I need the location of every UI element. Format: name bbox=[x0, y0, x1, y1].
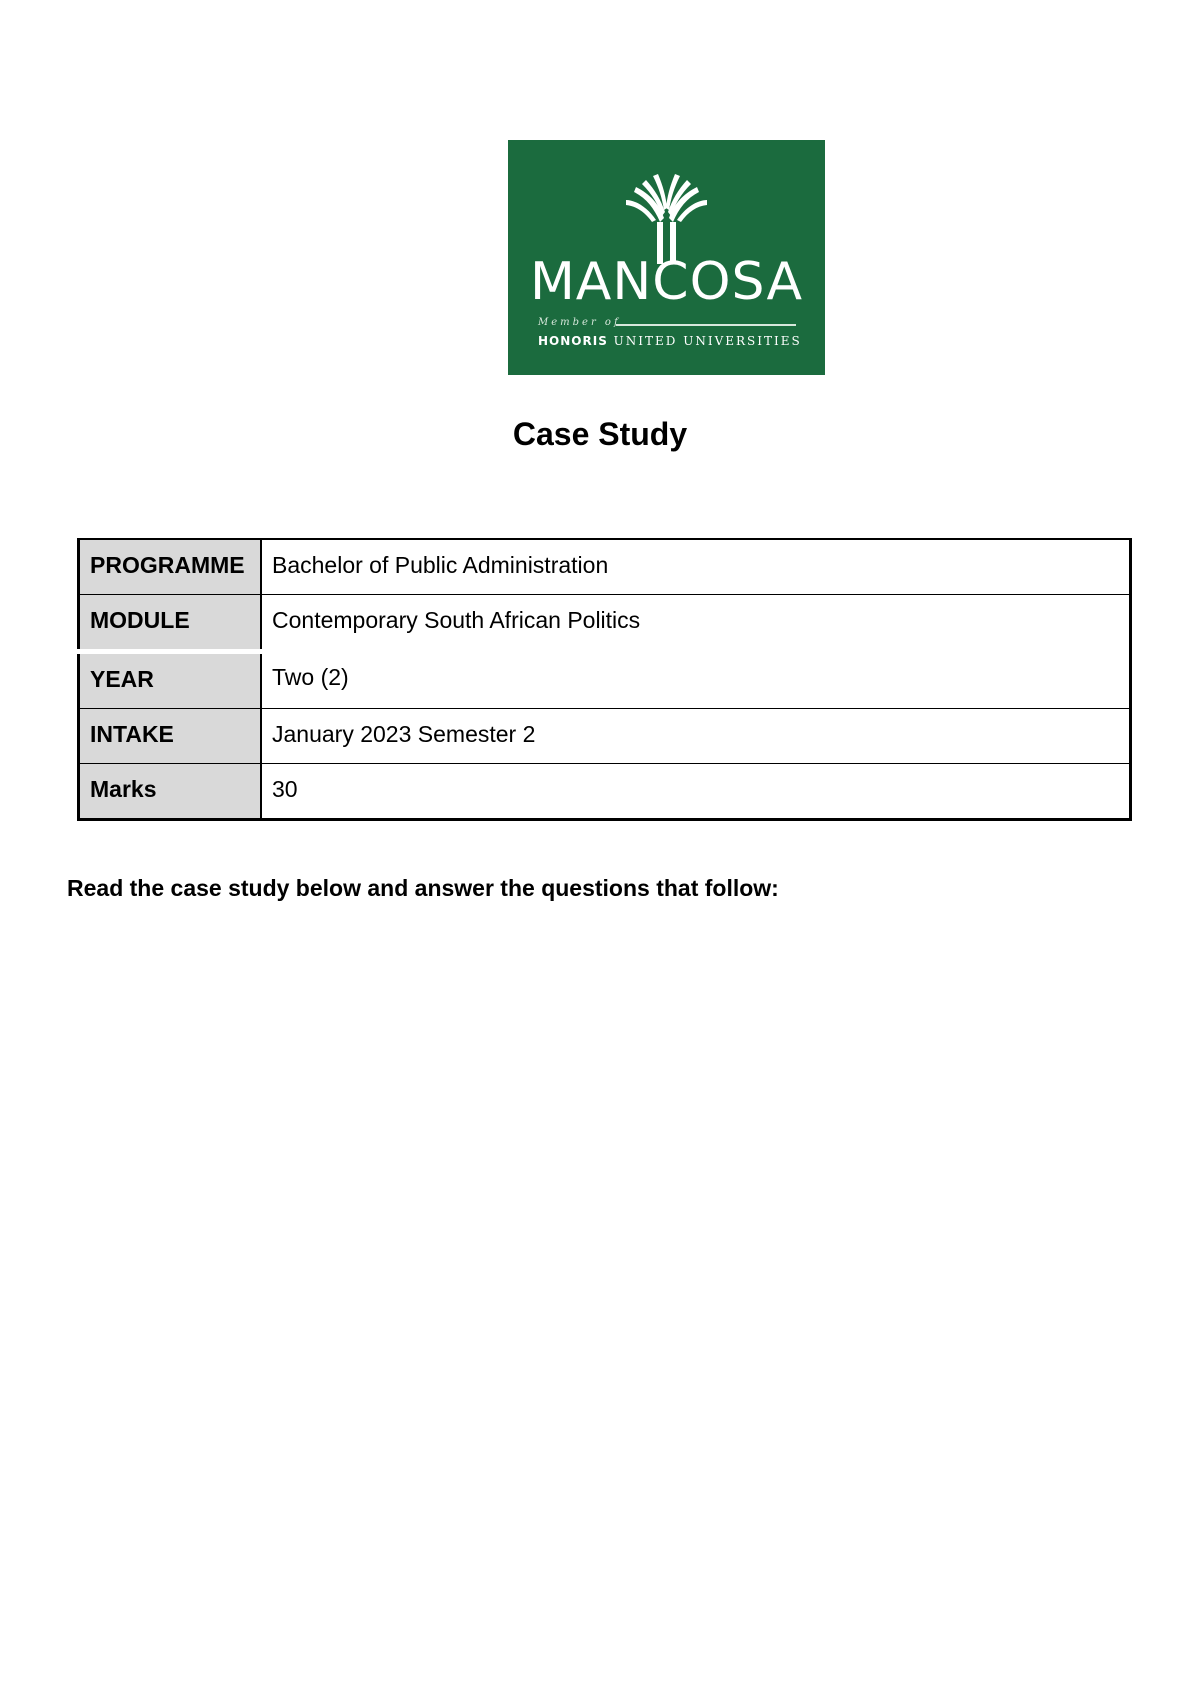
row-label: YEAR bbox=[79, 652, 262, 709]
row-label: Marks bbox=[79, 764, 262, 820]
module-info-table bbox=[77, 538, 1132, 821]
table-row-year bbox=[79, 652, 1131, 709]
instruction-text: Read the case study below and answer the questions that follow: bbox=[67, 875, 779, 901]
row-label: INTAKE bbox=[79, 709, 262, 764]
row-label: MODULE bbox=[79, 595, 262, 652]
page-title: Case Study bbox=[512, 416, 688, 452]
row-value: Two (2) bbox=[261, 652, 1131, 709]
table-row-programme bbox=[79, 539, 1131, 595]
row-value: Bachelor of Public Administration bbox=[261, 539, 1131, 595]
logo-network-bold: HONORIS bbox=[538, 334, 608, 348]
row-value: January 2023 Semester 2 bbox=[261, 709, 1131, 764]
row-label: PROGRAMME bbox=[79, 539, 262, 595]
logo-divider bbox=[616, 324, 796, 326]
logo-network-rest: UNITED UNIVERSITIES bbox=[613, 334, 802, 348]
tree-emblem-icon bbox=[624, 170, 709, 265]
table-row-module bbox=[79, 595, 1131, 652]
row-value: Contemporary South African Politics bbox=[261, 595, 1131, 652]
row-value: 30 bbox=[261, 764, 1131, 820]
table-row-marks bbox=[79, 764, 1131, 820]
logo-network bbox=[538, 334, 802, 348]
table-row-intake bbox=[79, 709, 1131, 764]
logo-member-of: Member of bbox=[538, 317, 621, 328]
mancosa-logo bbox=[508, 140, 825, 375]
logo-wordmark: MANCOSA bbox=[529, 252, 804, 312]
